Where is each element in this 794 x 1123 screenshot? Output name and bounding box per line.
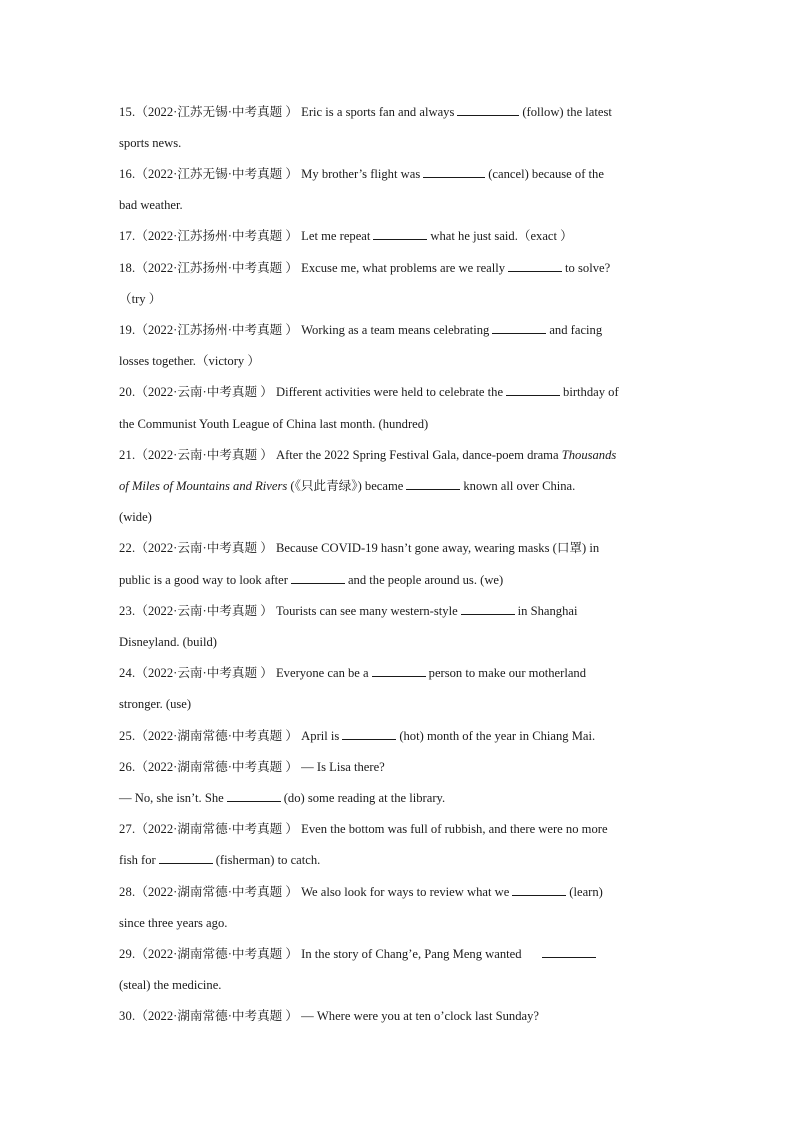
question-27-line-2 <box>119 852 679 868</box>
question-text: In the story of Chang’e, Pang Meng wanted <box>301 947 522 961</box>
question-17 <box>119 228 679 244</box>
question-number: 17. <box>119 229 136 243</box>
question-28-continued: since three years ago. <box>119 916 228 930</box>
question-text: — No, she isn’t. She <box>119 791 224 805</box>
question-text: Because COVID-19 hasn’t gone away, wearing masks (口罩) in <box>275 541 600 555</box>
question-source: （2022·云南·中考真题 ） <box>135 385 273 399</box>
question-number: 16. <box>119 167 136 181</box>
question-text: (《只此青绿》) became <box>290 479 404 493</box>
answer-blank <box>159 852 213 864</box>
question-text: fish for <box>119 853 156 867</box>
question-28 <box>119 884 679 900</box>
question-source: （2022·湖南常德·中考真题 ） <box>135 760 299 774</box>
question-text: Eric is a sports fan and always <box>301 105 455 119</box>
question-source: （2022·江苏无锡·中考真题 ） <box>135 167 299 181</box>
question-16 <box>119 166 679 182</box>
question-text: Excuse me, what problems are we really <box>301 261 506 275</box>
question-number: 28. <box>119 885 136 899</box>
question-source: （2022·江苏无锡·中考真题 ） <box>135 105 299 119</box>
question-22-line-2 <box>119 572 679 588</box>
question-text: Even the bottom was full of rubbish, and there were no more <box>301 822 608 836</box>
question-number: 29. <box>119 947 136 961</box>
answer-blank <box>291 572 345 584</box>
question-24-continued: stronger. (use) <box>119 697 192 711</box>
question-number: 25. <box>119 729 136 743</box>
question-source: （2022·湖南常德·中考真题 ） <box>135 822 299 836</box>
question-number: 18. <box>119 261 136 275</box>
question-number: 19. <box>119 323 136 337</box>
question-source: （2022·江苏扬州·中考真题 ） <box>135 261 299 275</box>
question-text: Everyone can be a <box>275 666 369 680</box>
question-16-continued: bad weather. <box>119 198 183 212</box>
question-21-continued: (wide) <box>119 510 152 524</box>
question-hint: in Shanghai <box>517 604 578 618</box>
question-21 <box>119 447 679 463</box>
question-29 <box>119 946 679 962</box>
question-hint: to solve? <box>565 261 611 275</box>
question-15-continued: sports news. <box>119 136 182 150</box>
question-29-continued: (steal) the medicine. <box>119 978 222 992</box>
question-number: 23. <box>119 604 136 618</box>
question-source: （2022·湖南常德·中考真题 ） <box>135 1009 299 1023</box>
question-hint: (follow) the latest <box>522 105 612 119</box>
answer-blank <box>423 166 485 178</box>
answer-blank <box>457 104 519 116</box>
question-26 <box>119 759 679 775</box>
answer-blank <box>506 384 560 396</box>
title-italic: Thousands <box>561 448 617 462</box>
question-21-line-2 <box>119 478 679 494</box>
question-text: Let me repeat <box>301 229 371 243</box>
question-23 <box>119 603 679 619</box>
answer-blank <box>372 665 426 677</box>
question-15 <box>119 104 679 120</box>
question-hint: (hot) month of the year in Chiang Mai. <box>399 729 596 743</box>
question-number: 27. <box>119 822 136 836</box>
question-text: — Is Lisa there? <box>301 760 385 774</box>
question-source: （2022·江苏扬州·中考真题 ） <box>135 229 299 243</box>
answer-blank <box>342 728 396 740</box>
question-30 <box>119 1008 679 1024</box>
question-24 <box>119 665 679 681</box>
question-text: Tourists can see many western-style <box>275 604 458 618</box>
question-hint: (learn) <box>569 885 603 899</box>
question-source: （2022·江苏扬州·中考真题 ） <box>135 323 299 337</box>
question-hint: (cancel) because of the <box>488 167 604 181</box>
question-20-continued: the Communist Youth League of China last month. (hundred) <box>119 417 429 431</box>
question-number: 21. <box>119 448 136 462</box>
question-hint: and the people around us. (we) <box>347 573 504 587</box>
title-italic: of Miles of Mountains and Rivers <box>119 479 288 493</box>
question-number: 15. <box>119 105 136 119</box>
question-source: （2022·湖南常德·中考真题 ） <box>135 885 299 899</box>
answer-blank <box>373 228 427 240</box>
question-27 <box>119 821 679 837</box>
question-text: After the 2022 Spring Festival Gala, dance-poem drama <box>275 448 559 462</box>
question-number: 20. <box>119 385 136 399</box>
question-text: known all over China. <box>463 479 576 493</box>
question-23-continued: Disneyland. (build) <box>119 635 217 649</box>
question-source: （2022·云南·中考真题 ） <box>135 666 273 680</box>
answer-blank <box>406 478 460 490</box>
answer-blank <box>508 260 562 272</box>
question-text: Working as a team means celebrating <box>301 323 490 337</box>
question-hint: person to make our motherland <box>428 666 587 680</box>
question-25 <box>119 728 679 744</box>
question-number: 30. <box>119 1009 136 1023</box>
answer-blank <box>492 322 546 334</box>
answer-blank <box>542 946 596 958</box>
question-22 <box>119 540 679 556</box>
question-text: April is <box>301 729 340 743</box>
question-text: Different activities were held to celebrate the <box>275 385 504 399</box>
question-text: public is a good way to look after <box>119 573 288 587</box>
question-18-continued: （try ） <box>119 292 162 306</box>
question-source: （2022·云南·中考真题 ） <box>135 604 273 618</box>
question-hint: (fisherman) to catch. <box>215 853 321 867</box>
question-26-line-2 <box>119 790 679 806</box>
question-number: 22. <box>119 541 136 555</box>
question-number: 26. <box>119 760 136 774</box>
question-source: （2022·云南·中考真题 ） <box>135 448 273 462</box>
question-19 <box>119 322 679 338</box>
question-19-continued: losses together.（victory ） <box>119 354 260 368</box>
question-20 <box>119 384 679 400</box>
question-hint: (do) some reading at the library. <box>283 791 446 805</box>
question-hint: what he just said.（exact ） <box>430 229 573 243</box>
question-source: （2022·湖南常德·中考真题 ） <box>135 947 299 961</box>
question-source: （2022·云南·中考真题 ） <box>135 541 273 555</box>
answer-blank <box>461 603 515 615</box>
answer-blank <box>512 884 566 896</box>
question-hint: birthday of <box>563 385 619 399</box>
question-source: （2022·湖南常德·中考真题 ） <box>135 729 299 743</box>
question-number: 24. <box>119 666 136 680</box>
question-18 <box>119 260 679 276</box>
question-text: We also look for ways to review what we <box>301 885 510 899</box>
question-text: — Where were you at ten o’clock last Sunday? <box>301 1009 539 1023</box>
question-text: My brother’s flight was <box>301 167 421 181</box>
question-hint: and facing <box>549 323 603 337</box>
answer-blank <box>227 790 281 802</box>
